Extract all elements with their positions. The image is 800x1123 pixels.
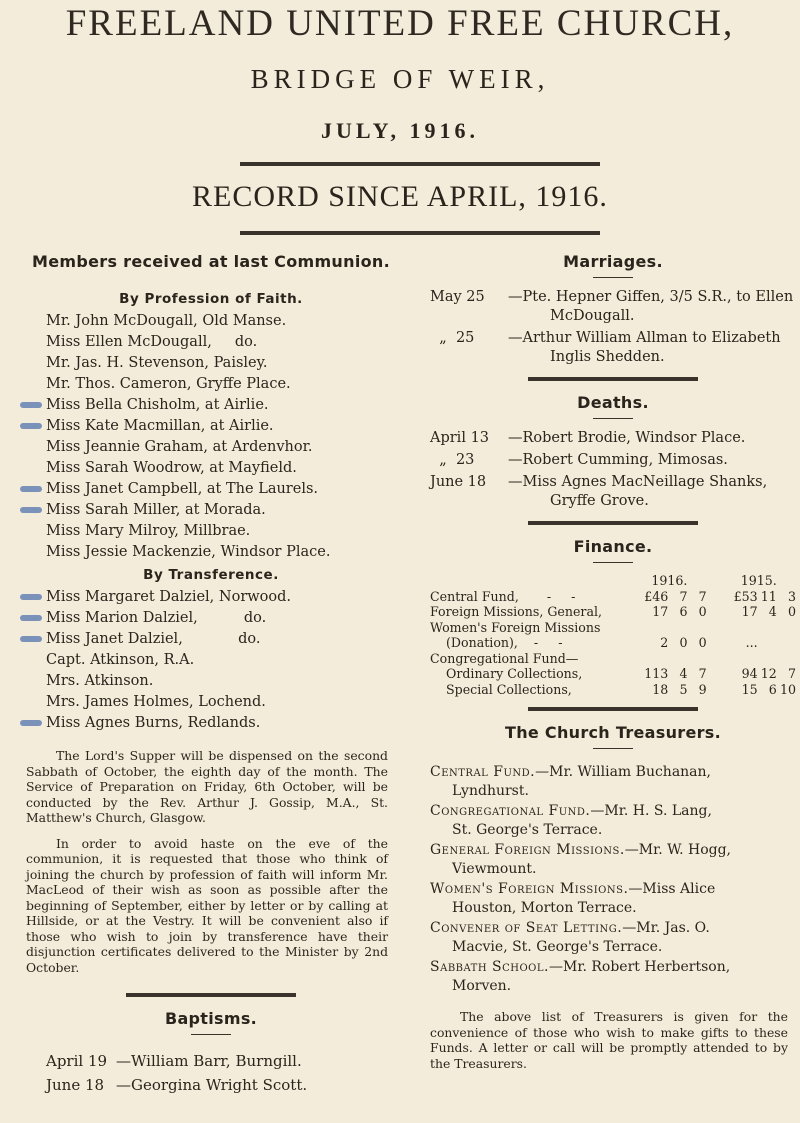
pencil-mark (20, 720, 42, 726)
pencil-mark (20, 423, 42, 429)
treasurer-address: Houston, Morton Terrace. (452, 899, 637, 916)
treasurer-entry (430, 841, 796, 878)
amount-1915 (777, 620, 796, 636)
amount-1915: 17 (741, 604, 758, 619)
member-entry (26, 395, 396, 416)
amount-1915 (777, 635, 796, 651)
member-entry (26, 437, 396, 458)
finance-row (430, 604, 796, 620)
finance-row (430, 666, 796, 682)
member-name: Miss Bella Chisholm, at Airlie. (46, 397, 269, 413)
treasurer-entry (430, 802, 796, 839)
amount-1915: 94 (741, 666, 758, 681)
finance-row (430, 620, 796, 636)
amount-1916: 7 (698, 666, 707, 681)
amount-1915 (758, 651, 777, 667)
member-name: Miss Marion Dalziel, do. (46, 610, 267, 626)
entry-text (116, 1051, 396, 1072)
entry-text (508, 451, 796, 470)
member-name: Miss Jessie Mackenzie, Windsor Place. (46, 544, 331, 560)
finance-label: Ordinary Collections, (430, 666, 583, 681)
treasurer-entry (430, 958, 796, 995)
treasurer-name: —Mr. Robert Herbertson, (548, 959, 731, 975)
section-divider (528, 707, 698, 711)
amount-1916 (687, 620, 706, 636)
profession-heading: By Profession of Faith. (119, 291, 303, 307)
member-name: Miss Janet Dalziel, do. (46, 631, 261, 647)
treasurer-name: —Mr. Jas. O. (622, 920, 710, 936)
treasurer-name: —Mr. W. Hogg, (624, 842, 732, 858)
member-entry (26, 332, 396, 353)
amount-1915: 10 (779, 681, 796, 697)
year-1916: 1916. (651, 573, 688, 588)
record-heading: RECORD SINCE APRIL, 1916. (192, 180, 608, 213)
fund-name: Convener of Seat Letting. (430, 920, 623, 936)
treasurers-heading: The Church Treasurers. (504, 723, 722, 742)
treasurer-address: Lyndhurst. (452, 782, 529, 799)
amount-1916: 0 (679, 635, 688, 650)
entry-date: June 18 (430, 474, 487, 490)
amount-1916 (668, 651, 687, 667)
member-name: Miss Ellen McDougall, do. (46, 334, 258, 350)
marriage-entry (430, 329, 796, 367)
amount-1915: 15 (741, 681, 758, 697)
issue-date: JULY, 1916. (321, 118, 479, 143)
amount-1915 (758, 635, 777, 651)
member-name: Mr. John McDougall, Old Manse. (46, 313, 287, 329)
amount-1916: 0 (698, 635, 707, 650)
finance-label: (Donation), - - (430, 635, 563, 650)
member-entry (26, 713, 396, 734)
amount-1915 (721, 620, 757, 636)
pencil-mark (20, 594, 42, 600)
member-entry (26, 542, 396, 563)
finance-label: Special Collections, (430, 681, 572, 697)
member-name: Miss Jeannie Graham, at Ardenvhor. (46, 439, 313, 455)
finance-label: Congregational Fund— (430, 650, 579, 666)
entry-text (508, 473, 796, 511)
section-divider (126, 993, 296, 997)
treasurer-name: —Mr. William Buchanan, (535, 764, 711, 780)
amount-1915: 3 (787, 588, 796, 604)
entry-text (508, 329, 796, 367)
entry-continuation: Inglis Shedden. (550, 349, 665, 365)
finance-row (430, 589, 796, 605)
baptism-entry (26, 1051, 396, 1072)
pencil-mark (20, 636, 42, 642)
amount-1915: ... (745, 635, 758, 650)
amount-1916: £46 (644, 588, 669, 604)
baptism-list (26, 1051, 396, 1096)
member-entry (26, 587, 396, 608)
entry-text (116, 1075, 396, 1096)
amount-1916: 5 (679, 681, 688, 697)
member-name: Miss Agnes Burns, Redlands. (46, 715, 261, 731)
finance-row (430, 635, 796, 651)
section-divider (528, 521, 698, 525)
entry-text (508, 429, 796, 448)
treasurer-entry (430, 880, 796, 917)
amount-1916: 7 (698, 588, 707, 604)
death-entry (430, 473, 796, 511)
member-name: Miss Mary Milroy, Millbrae. (46, 523, 251, 539)
marriage-list (430, 288, 796, 367)
amount-1916 (632, 620, 668, 636)
member-entry (26, 479, 396, 500)
treasurer-entry (430, 763, 796, 800)
member-name: Mr. Jas. H. Stevenson, Paisley. (46, 355, 268, 371)
spacer (707, 589, 722, 605)
amount-1915: 6 (768, 681, 777, 697)
member-entry (26, 353, 396, 374)
small-divider (191, 1034, 231, 1035)
small-divider (593, 748, 633, 749)
right-column (430, 252, 796, 1071)
entry-date: April 19 (46, 1052, 108, 1070)
left-column (26, 252, 396, 1099)
communion-notice: The Lord's Supper will be dispensed on the second Sabbath of October, the eighth day of the month. The Service of Preparation on Friday, 6th October, will be conducted by the Rev. Arthur J. Gossip, M.A., St. Matthew's Church, Glasgow. (26, 748, 388, 825)
entry-line: —Robert Brodie, Windsor Place. (508, 430, 746, 446)
baptisms-heading: Baptisms. (164, 1009, 258, 1028)
pencil-mark (20, 486, 42, 492)
profession-list (26, 311, 396, 563)
transference-list (26, 587, 396, 734)
entry-line: —Miss Agnes MacNeillage Shanks, (508, 474, 768, 490)
death-entry (430, 451, 796, 470)
pencil-mark (20, 615, 42, 621)
section-divider (528, 377, 698, 381)
year-1915: 1915. (740, 573, 777, 588)
header-divider (240, 231, 600, 235)
small-divider (593, 418, 633, 419)
member-name: Mrs. James Holmes, Lochend. (46, 694, 266, 710)
amount-1916: 6 (679, 604, 688, 619)
entry-date: „ 23 (430, 452, 475, 468)
entry-line: —Arthur William Allman to Elizabeth (508, 330, 781, 346)
location-subtitle: BRIDGE OF WEIR, (250, 64, 550, 94)
spacer (707, 620, 722, 636)
fund-name: Women's Foreign Missions. (430, 881, 629, 897)
member-name: Miss Sarah Woodrow, at Mayfield. (46, 460, 297, 476)
finance-heading: Finance. (573, 537, 653, 556)
finance-table (430, 573, 796, 697)
church-title: FREELAND UNITED FREE CHURCH, (65, 3, 735, 44)
fund-name: Central Fund. (430, 764, 536, 780)
deaths-heading: Deaths. (577, 393, 649, 412)
fund-name: Sabbath School. (430, 959, 549, 975)
marriage-entry (430, 288, 796, 326)
entry-line: —Georgina Wright Scott. (116, 1076, 308, 1094)
finance-label: Central Fund, - - (430, 588, 576, 604)
treasurer-list (430, 763, 796, 995)
amount-1916 (687, 651, 706, 667)
finance-row (430, 682, 796, 698)
small-divider (593, 277, 633, 278)
amount-1916: 9 (698, 681, 707, 697)
member-name: Capt. Atkinson, R.A. (46, 652, 195, 668)
amount-1915: 11 (760, 588, 777, 604)
small-divider (593, 562, 633, 563)
amount-1916: 4 (679, 666, 688, 681)
treasurer-entry (430, 919, 796, 956)
entry-line: —William Barr, Burngill. (116, 1052, 302, 1070)
spacer (707, 651, 722, 667)
entry-continuation: McDougall. (550, 308, 635, 324)
baptism-entry (26, 1075, 396, 1096)
entry-line: —Robert Cumming, Mimosas. (508, 452, 728, 468)
amount-1916: 7 (679, 588, 688, 604)
amount-1915: 12 (760, 666, 777, 681)
member-entry (26, 671, 396, 692)
treasurer-address: Viewmount. (452, 860, 537, 877)
amount-1915 (758, 620, 777, 636)
member-name: Miss Kate Macmillan, at Airlie. (46, 418, 274, 434)
death-list (430, 429, 796, 511)
member-entry (26, 608, 396, 629)
treasurer-address: Morven. (452, 977, 512, 994)
entry-date: April 13 (430, 430, 490, 446)
amount-1916: 17 (652, 604, 669, 619)
spacer (707, 635, 722, 651)
amount-1915: £53 (733, 588, 758, 604)
header-divider (240, 162, 600, 166)
member-entry (26, 416, 396, 437)
amount-1916: 18 (652, 681, 669, 697)
treasurer-address: Macvie, St. George's Terrace. (452, 938, 663, 955)
member-entry (26, 374, 396, 395)
entry-line: —Pte. Hepner Giffen, 3/5 S.R., to Ellen (508, 289, 794, 305)
member-name: Mr. Thos. Cameron, Gryffe Place. (46, 376, 291, 392)
finance-year-row (430, 573, 796, 589)
finance-label: Foreign Missions, General, (430, 604, 602, 619)
finance-label: Women's Foreign Missions (430, 619, 601, 635)
spacer (707, 604, 722, 620)
treasurer-address: St. George's Terrace. (452, 821, 603, 838)
entry-text (508, 288, 796, 326)
amount-1916 (668, 620, 687, 636)
spacer (707, 666, 722, 682)
amount-1916: 0 (698, 604, 707, 619)
amount-1915 (777, 651, 796, 667)
death-entry (430, 429, 796, 448)
joining-notice: In order to avoid haste on the eve of the communion, it is requested that those who think of joining the church by profession of faith will inform Mr. MacLeod of their wish as soon as possible after the beginning of September, either by letter or by calling at Hillside, or at the Vestry. It will be convenient also if those who wish to join by transference have their disjunction certificates delivered to the Minister by 2nd October. (26, 835, 388, 975)
member-name: Miss Janet Campbell, at The Laurels. (46, 481, 319, 497)
member-entry (26, 500, 396, 521)
members-heading: Members received at last Communion. (32, 252, 390, 271)
member-entry (26, 458, 396, 479)
member-entry (26, 521, 396, 542)
pencil-mark (20, 402, 42, 408)
amount-1916 (632, 651, 668, 667)
fund-name: General Foreign Missions. (430, 842, 625, 858)
member-entry (26, 629, 396, 650)
member-entry (26, 311, 396, 332)
entry-date: May 25 (430, 289, 485, 305)
amount-1915: 0 (787, 604, 796, 619)
amount-1916: 113 (644, 666, 669, 681)
spacer (707, 682, 722, 698)
transference-heading: By Transference. (143, 567, 279, 583)
treasurers-note: The above list of Treasurers is given for the convenience of those who wish to make gifts to these Funds. A letter or call will be promptly attended to by the Treasurers. (430, 1009, 788, 1071)
entry-date: „ 25 (430, 330, 475, 346)
entry-continuation: Gryffe Grove. (550, 493, 649, 509)
member-name: Miss Margaret Dalziel, Norwood. (46, 589, 292, 605)
treasurer-name: —Mr. H. S. Lang, (590, 803, 712, 819)
pencil-mark (20, 507, 42, 513)
member-entry (26, 692, 396, 713)
amount-1916: 2 (660, 635, 669, 650)
amount-1915: 4 (768, 604, 777, 619)
marriages-heading: Marriages. (563, 252, 663, 271)
member-entry (26, 650, 396, 671)
entry-date: June 18 (46, 1076, 105, 1094)
member-name: Mrs. Atkinson. (46, 673, 154, 689)
treasurer-name: —Miss Alice (628, 881, 716, 897)
member-name: Miss Sarah Miller, at Morada. (46, 502, 266, 518)
fund-name: Congregational Fund. (430, 803, 591, 819)
amount-1915 (721, 651, 757, 667)
finance-row (430, 651, 796, 667)
amount-1915: 7 (787, 666, 796, 681)
